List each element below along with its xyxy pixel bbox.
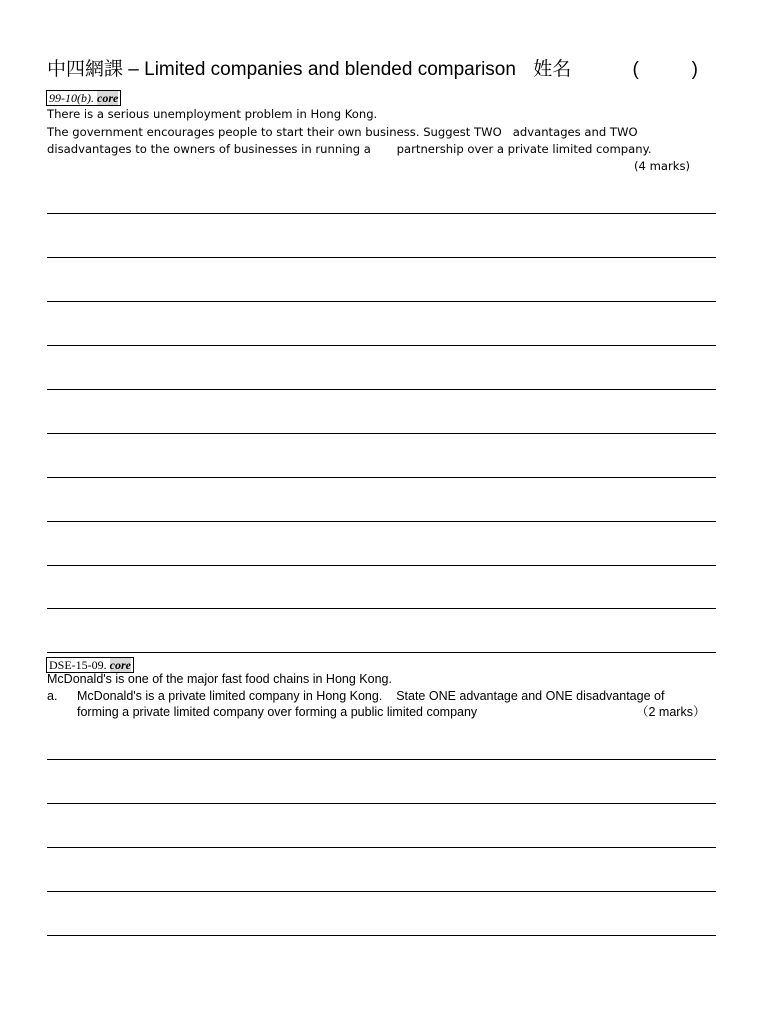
answer-line[interactable] [47,345,716,346]
question-1-marks: (4 marks) [634,159,691,173]
answer-line[interactable] [47,433,716,434]
name-label: 姓名 [533,59,572,80]
question-2-marks: （2 marks） [636,705,706,719]
question-2-part-label: a. [47,689,58,703]
question-2-code: DSE-15-09. [49,658,107,672]
question-1-line-1: There is a serious unemployment problem in Hong Kong. [47,107,378,121]
answer-line[interactable] [47,935,716,936]
question-2-part-line-2: forming a private limited company over forming a public limited company [77,705,478,719]
question-2-part-line-1: McDonald's is a private limited company in Hong Kong. State ONE advantage and ONE disadvantage of [77,689,665,703]
answer-line[interactable] [47,608,716,609]
answer-line[interactable] [47,477,716,478]
title-text: – Limited companies and blended comparison [128,59,516,80]
class-number-field[interactable]: ( ) [632,59,698,80]
question-1-code: 99-10(b). [49,91,94,105]
worksheet-title [47,54,698,81]
question-2-intro: McDonald's is one of the major fast food chains in Hong Kong. [47,672,392,686]
answer-line[interactable] [47,521,716,522]
question-2-core-label: core [109,658,131,672]
answer-line[interactable] [47,389,716,390]
answer-line[interactable] [47,803,716,804]
question-1-core-label: core [97,91,119,105]
title-prefix: 中四網課 [47,59,124,80]
answer-line[interactable] [47,213,716,214]
answer-line[interactable] [47,759,716,760]
answer-line[interactable] [47,301,716,302]
question-1-line-3: disadvantages to the owners of businesses in running a partnership over a private limited company. [47,142,652,156]
question-1-tag [46,90,121,106]
answer-line[interactable] [47,565,716,566]
question-1-line-2: The government encourages people to start their own business. Suggest TWO advantages and TWO [47,125,638,139]
answer-line[interactable] [47,257,716,258]
answer-line[interactable] [47,652,716,653]
answer-line[interactable] [47,891,716,892]
answer-line[interactable] [47,847,716,848]
